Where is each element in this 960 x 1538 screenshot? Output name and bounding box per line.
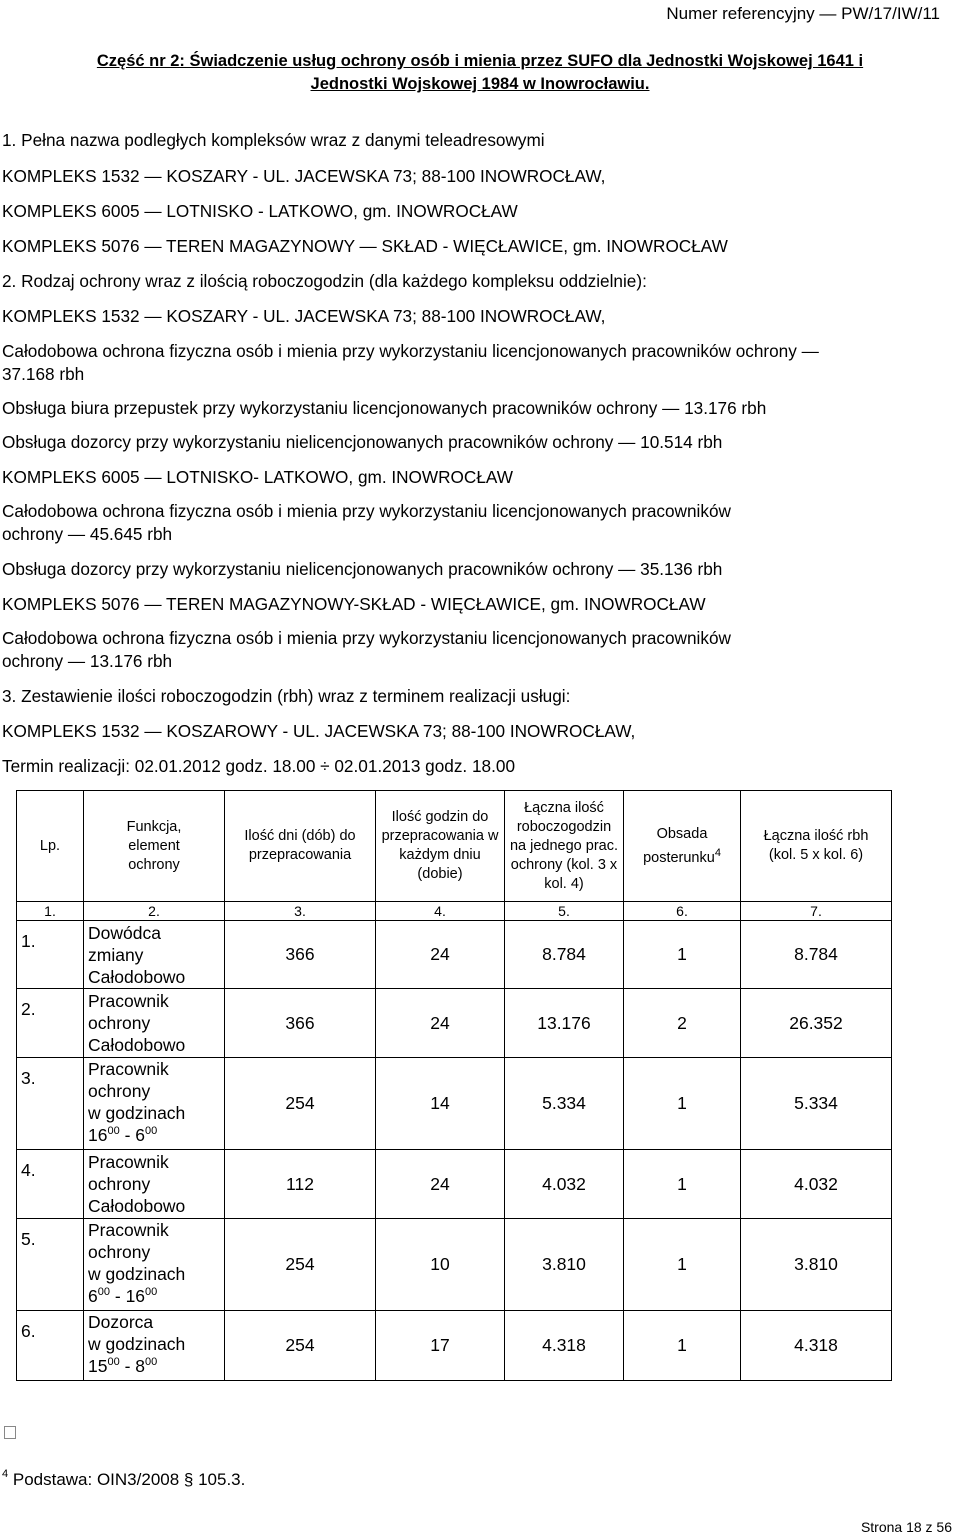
row-function: Pracownik ochrony w godzinach $16^{00} - 6^{00}$ (84, 1058, 225, 1150)
row-hours: 24 (376, 989, 505, 1058)
text-line: KOMPLEKS 6005 — LOTNISKO- LATKOWO, gm. INOWROCŁAW (2, 467, 513, 487)
text-line: ochrony — 13.176 rbh (2, 651, 173, 671)
row-per-worker: 4.318 (505, 1311, 624, 1381)
table-row (17, 1058, 892, 1150)
text-line: Obsługa biura przepustek przy wykorzystaniu licencjonowanych pracowników ochrony — 13.176 rbh (2, 398, 767, 418)
column-number: 7. (741, 902, 892, 921)
section-title-line-1: Część nr 2: Świadczenie usług ochrony osób i mienia przez SUFO dla Jednostki Wojskowej 1641 i (96, 52, 864, 70)
row-per-worker: 13.176 (505, 989, 624, 1058)
section-title-line-2: Jednostki Wojskowej 1984 w Inowrocławiu. (310, 75, 650, 93)
text-line: Całodobowa ochrona fizyczna osób i mienia przy wykorzystaniu licencjonowanych pracowników ochrony — (2, 341, 819, 361)
text-line: Obsługa dozorcy przy wykorzystaniu nielicencjonowanych pracowników ochrony — 35.136 rbh (2, 559, 723, 579)
column-number: 5. (505, 902, 624, 921)
row-days: 366 (225, 921, 376, 989)
row-total: 4.032 (741, 1150, 892, 1219)
row-per-worker: 5.334 (505, 1058, 624, 1150)
column-number: 2. (84, 902, 225, 921)
row-days: 112 (225, 1150, 376, 1219)
hours-summary-table (16, 790, 892, 1381)
header-total-per-worker: Łączna ilość roboczogodzin na jednego prac. ochrony (kol. 3 x kol. 4) (505, 791, 624, 902)
text-line: Całodobowa ochrona fizyczna osób i mienia przy wykorzystaniu licencjonowanych pracowników (2, 501, 731, 521)
header-lp: Lp. (17, 791, 84, 902)
text-line: 1. Pełna nazwa podległych kompleksów wraz z danymi teleadresowymi (2, 130, 545, 150)
row-hours: 24 (376, 1150, 505, 1219)
row-lp: 3. (17, 1058, 84, 1150)
text-line: 37.168 rbh (2, 364, 85, 384)
row-total: 4.318 (741, 1311, 892, 1381)
header-days: Ilość dni (dób) do przepracowania (225, 791, 376, 902)
text-line: 2. Rodzaj ochrony wraz z ilością roboczogodzin (dla każdego kompleksu oddzielnie): (2, 271, 647, 291)
column-number: 1. (17, 902, 84, 921)
header-hours: Ilość godzin do przepracowania w każdym dniu (dobie) (376, 791, 505, 902)
text-line: KOMPLEKS 1532 — KOSZAROWY - UL. JACEWSKA 73; 88-100 INOWROCŁAW, (2, 721, 636, 741)
footnote: $^4$ Podstawa: OIN3/2008 § 105.3. (2, 1468, 246, 1489)
text-line: Całodobowa ochrona fizyczna osób i mienia przy wykorzystaniu licencjonowanych pracowników (2, 628, 731, 648)
text-line: KOMPLEKS 1532 — KOSZARY - UL. JACEWSKA 73; 88-100 INOWROCŁAW, (2, 306, 606, 326)
column-number: 3. (225, 902, 376, 921)
row-function: Dowódca zmiany Całodobowo (84, 921, 225, 989)
text-line: Obsługa dozorcy przy wykorzystaniu nielicencjonowanych pracowników ochrony — 10.514 rbh (2, 432, 723, 452)
row-function: Pracownik ochrony w godzinach $6^{00} - 16^{00}$ (84, 1219, 225, 1311)
text-line: KOMPLEKS 6005 — LOTNISKO - LATKOWO, gm. INOWROCŁAW (2, 201, 518, 221)
row-function: Pracownik ochrony Całodobowo (84, 989, 225, 1058)
row-hours: 10 (376, 1219, 505, 1311)
row-total: 3.810 (741, 1219, 892, 1311)
header-total: Łączna ilość rbh (kol. 5 x kol. 6) (741, 791, 892, 902)
text-line: KOMPLEKS 1532 — KOSZARY - UL. JACEWSKA 73; 88-100 INOWROCŁAW, (2, 166, 606, 186)
text-line: 3. Zestawienie ilości roboczogodzin (rbh) wraz z terminem realizacji usługi: (2, 686, 571, 706)
row-function: Dozorca w godzinach $15^{00} - 8^{00}$ (84, 1311, 225, 1381)
table-row (17, 1219, 892, 1311)
row-hours: 17 (376, 1311, 505, 1381)
row-lp: 4. (17, 1150, 84, 1219)
table-row (17, 921, 892, 989)
row-lp: 5. (17, 1219, 84, 1311)
row-per-worker: 3.810 (505, 1219, 624, 1311)
row-lp: 2. (17, 989, 84, 1058)
header-staff: Obsada posterunku$^4$ (624, 791, 741, 902)
table-row (17, 989, 892, 1058)
column-number: 4. (376, 902, 505, 921)
row-hours: 14 (376, 1058, 505, 1150)
row-hours: 24 (376, 921, 505, 989)
text-line: KOMPLEKS 5076 — TEREN MAGAZYNOWY — SKŁAD - WIĘCŁAWICE, gm. INOWROCŁAW (2, 236, 728, 256)
text-line: ochrony — 45.645 rbh (2, 524, 173, 544)
header-function: Funkcja, element ochrony (84, 791, 225, 902)
row-days: 254 (225, 1311, 376, 1381)
reference-number: Numer referencyjny — PW/17/IW/11 (666, 4, 940, 23)
row-staff: 2 (624, 989, 741, 1058)
row-staff: 1 (624, 1058, 741, 1150)
row-days: 254 (225, 1058, 376, 1150)
footnote-marker: 4 (714, 846, 721, 859)
row-staff: 1 (624, 921, 741, 989)
table-header-row (17, 791, 892, 902)
row-total: 26.352 (741, 989, 892, 1058)
column-number-row (17, 902, 892, 921)
row-function: Pracownik ochrony Całodobowo (84, 1150, 225, 1219)
page-number: Strona 18 z 56 (860, 1519, 952, 1535)
row-staff: 1 (624, 1311, 741, 1381)
row-per-worker: 8.784 (505, 921, 624, 989)
row-days: 254 (225, 1219, 376, 1311)
row-staff: 1 (624, 1150, 741, 1219)
row-total: 5.334 (741, 1058, 892, 1150)
row-total: 8.784 (741, 921, 892, 989)
row-lp: 1. (17, 921, 84, 989)
column-number: 6. (624, 902, 741, 921)
row-days: 366 (225, 989, 376, 1058)
table-row (17, 1311, 892, 1381)
row-staff: 1 (624, 1219, 741, 1311)
row-per-worker: 4.032 (505, 1150, 624, 1219)
table-row (17, 1150, 892, 1219)
checkbox-glyph-icon (4, 1426, 16, 1439)
text-line: Termin realizacji: 02.01.2012 godz. 18.00 ÷ 02.01.2013 godz. 18.00 (2, 756, 515, 776)
text-line: KOMPLEKS 5076 — TEREN MAGAZYNOWY-SKŁAD - WIĘCŁAWICE, gm. INOWROCŁAW (2, 594, 706, 614)
row-lp: 6. (17, 1311, 84, 1381)
